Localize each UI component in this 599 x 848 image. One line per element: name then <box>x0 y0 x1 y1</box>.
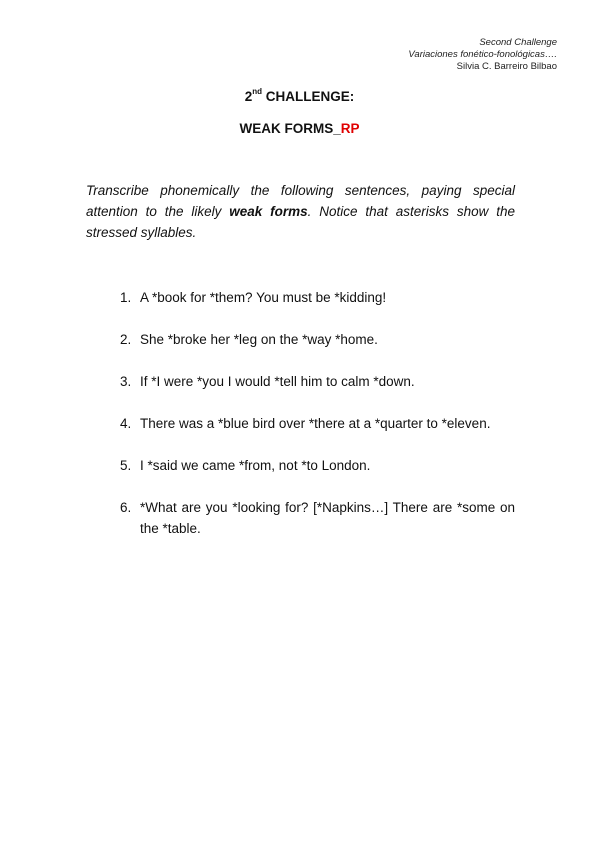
item-text: *What are you *looking for? [*Napkins…] There are *some on the *table. <box>140 500 515 536</box>
header-course-title: Variaciones fonético-fonológicas…. <box>408 49 557 60</box>
item-number: 1. <box>120 290 132 305</box>
item-number: 2. <box>120 332 132 347</box>
instructions-bold: weak forms <box>229 204 308 219</box>
list-item <box>120 371 515 392</box>
item-text: If *I were *you I would *tell him to calm *down. <box>140 374 415 389</box>
title-ordinal-suffix: nd <box>252 87 263 96</box>
subtitle-accent: RP <box>340 121 360 136</box>
item-number: 3. <box>120 374 132 389</box>
item-number: 6. <box>120 500 132 515</box>
list-item <box>120 497 515 539</box>
item-text: I *said we came *from, not *to London. <box>140 458 371 473</box>
list-item <box>120 455 515 476</box>
document-header <box>408 37 557 73</box>
item-text: There was a *blue bird over *there at a *quarter to *eleven. <box>140 416 491 431</box>
item-number: 5. <box>120 458 132 473</box>
instructions-paragraph <box>86 180 515 243</box>
list-item <box>120 287 515 308</box>
instructions-part1: Transcribe phonemically the following sentences, paying special attention to the likely <box>86 183 515 219</box>
subtitle-main: WEAK FORMS_ <box>239 121 341 136</box>
sentence-list <box>120 287 515 560</box>
header-challenge-label: Second Challenge <box>479 37 557 48</box>
title-number: 2 <box>244 89 253 104</box>
page-title <box>0 89 599 104</box>
item-text: She *broke her *leg on the *way *home. <box>140 332 378 347</box>
list-item <box>120 413 515 434</box>
item-number: 4. <box>120 416 132 431</box>
page-subtitle <box>0 121 599 136</box>
list-item <box>120 329 515 350</box>
title-challenge-word: CHALLENGE: <box>262 89 355 104</box>
instructions-part2: . Notice that asterisks show the stressed syllables. <box>86 204 515 240</box>
header-author: Silvia C. Barreiro Bilbao <box>456 61 557 72</box>
item-text: A *book for *them? You must be *kidding! <box>140 290 387 305</box>
